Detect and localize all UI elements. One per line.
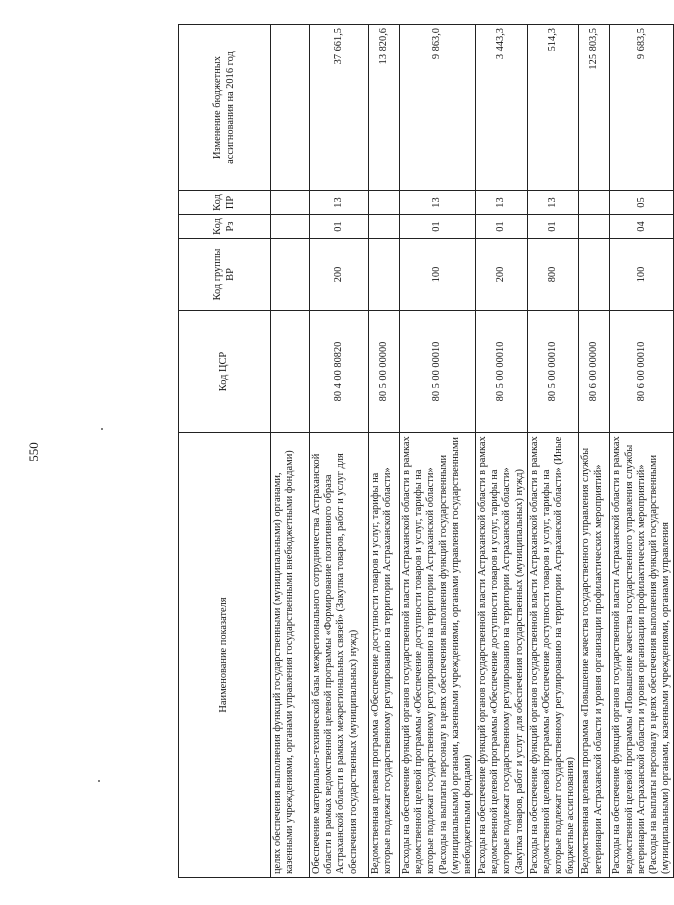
cell-pr xyxy=(271,191,310,215)
cell-csr: 80 6 00 00010 xyxy=(610,311,674,433)
cell-pr xyxy=(579,191,610,215)
table-header-row xyxy=(179,25,271,878)
cell-vr: 200 xyxy=(476,239,528,311)
cell-pr: 13 xyxy=(310,191,369,215)
cell-rz xyxy=(271,215,310,239)
cell-amount: 125 803,5 xyxy=(579,25,610,191)
cell-rz: 01 xyxy=(527,215,579,239)
header-target-article-code: Код ЦСР xyxy=(179,311,271,433)
cell-amount: 3 443,3 xyxy=(476,25,528,191)
table-row xyxy=(476,25,528,878)
cell-indicator-name: Ведомственная целевая программа «Обеспечение доступности товаров и услуг, тарифы на которые подлежат государственному регулированию на территории Астраханской области» xyxy=(369,433,400,878)
cell-pr: 05 xyxy=(610,191,674,215)
cell-csr xyxy=(271,311,310,433)
cell-amount: 37 661,5 xyxy=(310,25,369,191)
scan-speck xyxy=(101,428,103,430)
cell-csr: 80 5 00 00010 xyxy=(400,311,476,433)
cell-amount: 514,3 xyxy=(527,25,579,191)
cell-vr: 200 xyxy=(310,239,369,311)
table-row xyxy=(527,25,579,878)
cell-amount: 9 683,5 xyxy=(610,25,674,191)
cell-csr: 80 5 00 00000 xyxy=(369,311,400,433)
table-row xyxy=(579,25,610,878)
cell-pr: 13 xyxy=(476,191,528,215)
cell-pr: 13 xyxy=(527,191,579,215)
cell-indicator-name: Расходы на обеспечение функций органов государственной власти Астраханской области в рамках ведомственной целевой программы «Обеспечение доступности товаров и услуг, тарифы на которые подлежат государственному регулированию на территории Астраханской области» (Расходы на выплаты персоналу в целях обеспечения выполнения функций государственными (муниципальными) органами, казенными учреждениями, органами управления государственными внебюджетными фондами) xyxy=(400,433,476,878)
cell-rz xyxy=(579,215,610,239)
cell-vr xyxy=(271,239,310,311)
cell-csr: 80 6 00 00000 xyxy=(579,311,610,433)
cell-csr: 80 4 00 80820 xyxy=(310,311,369,433)
cell-rz: 04 xyxy=(610,215,674,239)
table-row xyxy=(369,25,400,878)
table-row xyxy=(400,25,476,878)
cell-vr: 100 xyxy=(610,239,674,311)
header-subsection-code: Код ПР xyxy=(179,191,271,215)
cell-amount: 13 820,6 xyxy=(369,25,400,191)
header-allocation-change-2016: Изменение бюджетных ассигнования на 2016 год xyxy=(179,25,271,191)
table-row xyxy=(610,25,674,878)
cell-indicator-name: Расходы на обеспечение функций органов государственной власти Астраханской области в рамках ведомственной целевой программы «Обеспечение доступности товаров и услуг, тарифы на которые подлежат государственному регулированию на территории Астраханской области» (Иные бюджетные ассигнования) xyxy=(527,433,579,878)
cell-amount: 9 863,0 xyxy=(400,25,476,191)
cell-vr xyxy=(579,239,610,311)
budget-allocations-table xyxy=(178,24,674,878)
header-indicator-name: Наименование показателя xyxy=(179,433,271,878)
table-row xyxy=(271,25,310,878)
header-expense-group-code: Код группы ВР xyxy=(179,239,271,311)
cell-pr xyxy=(369,191,400,215)
cell-rz xyxy=(369,215,400,239)
cell-amount xyxy=(271,25,310,191)
cell-indicator-name: Расходы на обеспечение функций органов государственной власти Астраханской области в рамках ведомственной целевой программы «Повышение качества государственного управления службы ветеринарии Астраханской области и уровня организации профилактических мероприятий» (Расходы на выплаты персоналу в целях обеспечения выполнения функций государственными (муниципальными) органами, казенными учреждениями, органами управления xyxy=(610,433,674,878)
cell-pr: 13 xyxy=(400,191,476,215)
page-number: 550 xyxy=(26,442,41,462)
cell-indicator-name: Ведомственная целевая программа «Повышение качества государственного управления службы ветеринарии Астраханской области и уровня организации профилактических мероприятий» xyxy=(579,433,610,878)
cell-rz: 01 xyxy=(310,215,369,239)
cell-indicator-name: целях обеспечения выполнения функций государственными (муниципальными) органами, казенными учреждениями, органами управления государственными внебюджетными фондами) xyxy=(271,433,310,878)
cell-vr: 800 xyxy=(527,239,579,311)
cell-csr: 80 5 00 00010 xyxy=(527,311,579,433)
cell-csr: 80 5 00 00010 xyxy=(476,311,528,433)
cell-rz: 01 xyxy=(476,215,528,239)
scan-speck xyxy=(98,780,100,782)
table-row xyxy=(310,25,369,878)
header-section-code: Код Рз xyxy=(179,215,271,239)
cell-indicator-name: Обеспечение материально-технической базы межрегионального сотрудничества Астраханской области в рамках ведомственной целевой программы «Формирование позитивного образа Астраханской области в рамках межрегиональных связей» (Закупка товаров, работ и услуг для обеспечения государственных (муниципальных) нужд) xyxy=(310,433,369,878)
cell-rz: 01 xyxy=(400,215,476,239)
cell-vr xyxy=(369,239,400,311)
cell-vr: 100 xyxy=(400,239,476,311)
cell-indicator-name: Расходы на обеспечение функций органов государственной власти Астраханской области в рамках ведомственной целевой программы «Обеспечение доступности товаров и услуг, тарифы на которые подлежат государственному регулированию на территории Астраханской области» (Закупка товаров, работ и услуг для обеспечения государственных (муниципальных) нужд) xyxy=(476,433,528,878)
